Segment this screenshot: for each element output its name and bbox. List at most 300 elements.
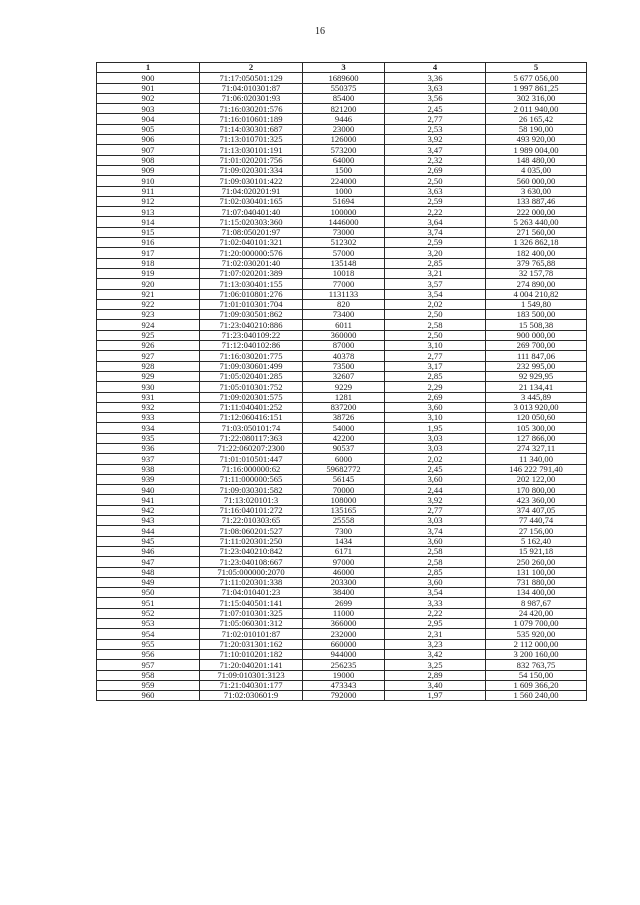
amount-cell: 15 508,38 [486,320,587,330]
table-row [97,145,587,155]
row-number-cell: 923 [97,310,200,320]
area-cell: 46000 [303,567,385,577]
cadastral-number-cell: 71:16:000000:62 [200,464,303,474]
amount-cell: 32 157,78 [486,268,587,278]
table-row [97,382,587,392]
table-row [97,279,587,289]
rate-cell: 3,40 [385,680,486,690]
area-cell: 108000 [303,495,385,505]
cadastral-number-cell: 71:16:040101:272 [200,505,303,515]
table-row [97,691,587,701]
table-row [97,413,587,423]
amount-cell: 535 920,00 [486,629,587,639]
amount-cell: 77 440,74 [486,516,587,526]
table-row [97,443,587,453]
area-cell: 25558 [303,516,385,526]
cadastral-number-cell: 71:21:040301:177 [200,680,303,690]
area-cell: 73500 [303,361,385,371]
cadastral-number-cell: 71:09:020301:575 [200,392,303,402]
cadastral-number-cell: 71:11:020301:250 [200,536,303,546]
rate-cell: 3,03 [385,443,486,453]
row-number-cell: 913 [97,207,200,217]
rate-cell: 3,36 [385,73,486,83]
rate-cell: 2,85 [385,567,486,577]
area-cell: 64000 [303,155,385,165]
row-number-cell: 917 [97,248,200,258]
row-number-cell: 928 [97,361,200,371]
row-number-cell: 925 [97,330,200,340]
area-cell: 51694 [303,196,385,206]
row-number-cell: 911 [97,186,200,196]
row-number-cell: 936 [97,443,200,453]
table-row [97,320,587,330]
area-cell: 9229 [303,382,385,392]
area-cell: 660000 [303,639,385,649]
cadastral-number-cell: 71:04:010301:87 [200,83,303,93]
data-table [96,62,587,701]
column-header-3: 3 [303,63,385,73]
table-row [97,433,587,443]
row-number-cell: 922 [97,299,200,309]
table-row [97,588,587,598]
amount-cell: 4 004 210,82 [486,289,587,299]
rate-cell: 3,92 [385,495,486,505]
rate-cell: 1,97 [385,691,486,701]
row-number-cell: 950 [97,588,200,598]
cadastral-number-cell: 71:13:030101:191 [200,145,303,155]
cadastral-number-cell: 71:07:020201:389 [200,268,303,278]
amount-cell: 379 765,88 [486,258,587,268]
amount-cell: 58 190,00 [486,124,587,134]
cadastral-number-cell: 71:20:040201:141 [200,660,303,670]
rate-cell: 3,56 [385,93,486,103]
amount-cell: 170 800,00 [486,485,587,495]
row-number-cell: 910 [97,176,200,186]
row-number-cell: 935 [97,433,200,443]
rate-cell: 2,31 [385,629,486,639]
rate-cell: 2,89 [385,670,486,680]
rate-cell: 3,25 [385,660,486,670]
table-row [97,83,587,93]
row-number-cell: 901 [97,83,200,93]
rate-cell: 3,42 [385,649,486,659]
area-cell: 126000 [303,135,385,145]
amount-cell: 27 156,00 [486,526,587,536]
cadastral-number-cell: 71:03:050101:74 [200,423,303,433]
column-header-1: 1 [97,63,200,73]
cadastral-number-cell: 71:15:020303:360 [200,217,303,227]
cadastral-number-cell: 71:09:030101:422 [200,176,303,186]
area-cell: 473343 [303,680,385,690]
rate-cell: 2,77 [385,505,486,515]
table-row [97,639,587,649]
cadastral-number-cell: 71:11:000000:565 [200,474,303,484]
area-cell: 232000 [303,629,385,639]
amount-cell: 274 890,00 [486,279,587,289]
table-row [97,361,587,371]
rate-cell: 2,95 [385,619,486,629]
area-cell: 821200 [303,104,385,114]
area-cell: 366000 [303,619,385,629]
table-row [97,248,587,258]
area-cell: 42200 [303,433,385,443]
amount-cell: 146 222 791,40 [486,464,587,474]
rate-cell: 2,69 [385,165,486,175]
rate-cell: 3,20 [385,248,486,258]
rate-cell: 2,50 [385,176,486,186]
amount-cell: 11 340,00 [486,454,587,464]
amount-cell: 271 560,00 [486,227,587,237]
column-header-4: 4 [385,63,486,73]
row-number-cell: 959 [97,680,200,690]
table-row [97,238,587,248]
area-cell: 19000 [303,670,385,680]
cadastral-number-cell: 71:15:040501:141 [200,598,303,608]
table-row [97,392,587,402]
row-number-cell: 920 [97,279,200,289]
rate-cell: 2,77 [385,351,486,361]
cadastral-number-cell: 71:13:010701:325 [200,135,303,145]
area-cell: 1500 [303,165,385,175]
table-row [97,227,587,237]
amount-cell: 900 000,00 [486,330,587,340]
table-row [97,73,587,83]
area-cell: 1689600 [303,73,385,83]
amount-cell: 222 000,00 [486,207,587,217]
cadastral-number-cell: 71:09:020301:334 [200,165,303,175]
table-row [97,598,587,608]
column-header-5: 5 [486,63,587,73]
row-number-cell: 916 [97,238,200,248]
rate-cell: 3,47 [385,145,486,155]
cadastral-number-cell: 71:05:010301:752 [200,382,303,392]
rate-cell: 3,23 [385,639,486,649]
rate-cell: 3,64 [385,217,486,227]
rate-cell: 2,85 [385,258,486,268]
cadastral-number-cell: 71:08:060201:527 [200,526,303,536]
area-cell: 512302 [303,238,385,248]
rate-cell: 3,60 [385,536,486,546]
area-cell: 2699 [303,598,385,608]
rate-cell: 2,58 [385,546,486,556]
rate-cell: 2,22 [385,608,486,618]
row-number-cell: 908 [97,155,200,165]
cadastral-number-cell: 71:20:000000:576 [200,248,303,258]
rate-cell: 2,44 [385,485,486,495]
area-cell: 59682772 [303,464,385,474]
table-row [97,176,587,186]
cadastral-number-cell: 71:11:020301:338 [200,577,303,587]
row-number-cell: 948 [97,567,200,577]
table-row [97,114,587,124]
amount-cell: 1 560 240,00 [486,691,587,701]
area-cell: 90537 [303,443,385,453]
table-row [97,670,587,680]
cadastral-number-cell: 71:07:010301:325 [200,608,303,618]
row-number-cell: 946 [97,546,200,556]
row-number-cell: 912 [97,196,200,206]
rate-cell: 2,50 [385,310,486,320]
rate-cell: 2,22 [385,207,486,217]
row-number-cell: 943 [97,516,200,526]
rate-cell: 3,10 [385,341,486,351]
amount-cell: 21 134,41 [486,382,587,392]
rate-cell: 3,74 [385,526,486,536]
rate-cell: 3,63 [385,186,486,196]
amount-cell: 302 316,00 [486,93,587,103]
cadastral-number-cell: 71:13:030401:155 [200,279,303,289]
table-row [97,557,587,567]
amount-cell: 731 880,00 [486,577,587,587]
table-row [97,608,587,618]
area-cell: 837200 [303,402,385,412]
area-cell: 85400 [303,93,385,103]
rate-cell: 2,58 [385,557,486,567]
rate-cell: 2,32 [385,155,486,165]
table-row [97,341,587,351]
area-cell: 6171 [303,546,385,556]
rate-cell: 2,69 [385,392,486,402]
table-row [97,526,587,536]
amount-cell: 120 050,60 [486,413,587,423]
row-number-cell: 960 [97,691,200,701]
amount-cell: 127 866,00 [486,433,587,443]
amount-cell: 269 700,00 [486,341,587,351]
cadastral-number-cell: 71:09:030501:862 [200,310,303,320]
row-number-cell: 924 [97,320,200,330]
area-cell: 573200 [303,145,385,155]
row-number-cell: 902 [97,93,200,103]
row-number-cell: 956 [97,649,200,659]
amount-cell: 182 400,00 [486,248,587,258]
table-row [97,135,587,145]
table-row [97,536,587,546]
cadastral-number-cell: 71:23:040109:22 [200,330,303,340]
row-number-cell: 905 [97,124,200,134]
cadastral-number-cell: 71:09:030601:499 [200,361,303,371]
area-cell: 820 [303,299,385,309]
rate-cell: 3,60 [385,474,486,484]
amount-cell: 133 887,46 [486,196,587,206]
row-number-cell: 957 [97,660,200,670]
table-row [97,567,587,577]
row-number-cell: 941 [97,495,200,505]
amount-cell: 105 300,00 [486,423,587,433]
area-cell: 135148 [303,258,385,268]
area-cell: 1434 [303,536,385,546]
rate-cell: 2,45 [385,104,486,114]
cadastral-number-cell: 71:23:040210:886 [200,320,303,330]
cadastral-number-cell: 71:04:010401:23 [200,588,303,598]
area-cell: 38726 [303,413,385,423]
row-number-cell: 938 [97,464,200,474]
table-row [97,217,587,227]
row-number-cell: 909 [97,165,200,175]
cadastral-number-cell: 71:22:080117:363 [200,433,303,443]
page-number: 16 [315,26,325,37]
row-number-cell: 915 [97,227,200,237]
table-row [97,104,587,114]
cadastral-number-cell: 71:06:010801:276 [200,289,303,299]
rate-cell: 3,60 [385,402,486,412]
amount-cell: 832 763,75 [486,660,587,670]
row-number-cell: 947 [97,557,200,567]
area-cell: 70000 [303,485,385,495]
amount-cell: 2 112 000,00 [486,639,587,649]
area-cell: 57000 [303,248,385,258]
area-cell: 73000 [303,227,385,237]
rate-cell: 3,54 [385,289,486,299]
rate-cell: 2,77 [385,114,486,124]
cadastral-number-cell: 71:08:050201:97 [200,227,303,237]
cadastral-number-cell: 71:12:040102:86 [200,341,303,351]
cadastral-number-cell: 71:06:020301:93 [200,93,303,103]
row-number-cell: 934 [97,423,200,433]
amount-cell: 232 995,00 [486,361,587,371]
amount-cell: 134 400,00 [486,588,587,598]
area-cell: 1131133 [303,289,385,299]
table-row [97,505,587,515]
table-row [97,680,587,690]
rate-cell: 3,92 [385,135,486,145]
rate-cell: 2,29 [385,382,486,392]
area-cell: 944000 [303,649,385,659]
area-cell: 10018 [303,268,385,278]
rate-cell: 2,45 [385,464,486,474]
row-number-cell: 918 [97,258,200,268]
cadastral-number-cell: 71:13:020101:3 [200,495,303,505]
cadastral-number-cell: 71:05:000000:2070 [200,567,303,577]
rate-cell: 3,33 [385,598,486,608]
amount-cell: 1 079 700,00 [486,619,587,629]
table-row [97,454,587,464]
table-row [97,464,587,474]
rate-cell: 3,54 [385,588,486,598]
row-number-cell: 933 [97,413,200,423]
table-row [97,196,587,206]
row-number-cell: 955 [97,639,200,649]
table-row [97,495,587,505]
area-cell: 40378 [303,351,385,361]
cadastral-number-cell: 71:01:010501:447 [200,454,303,464]
cadastral-number-cell: 71:07:040401:40 [200,207,303,217]
amount-cell: 111 847,06 [486,351,587,361]
row-number-cell: 944 [97,526,200,536]
amount-cell: 26 165,42 [486,114,587,124]
area-cell: 256235 [303,660,385,670]
area-cell: 6011 [303,320,385,330]
area-cell: 135165 [303,505,385,515]
cadastral-number-cell: 71:22:060207:2300 [200,443,303,453]
amount-cell: 1 549,80 [486,299,587,309]
cadastral-number-cell: 71:14:030301:687 [200,124,303,134]
area-cell: 73400 [303,310,385,320]
rate-cell: 2,53 [385,124,486,134]
amount-cell: 250 260,00 [486,557,587,567]
cadastral-number-cell: 71:09:030301:582 [200,485,303,495]
amount-cell: 423 360,00 [486,495,587,505]
cadastral-number-cell: 71:11:040401:252 [200,402,303,412]
cadastral-number-cell: 71:05:060301:312 [200,619,303,629]
table-row [97,619,587,629]
area-cell: 1000 [303,186,385,196]
table-row [97,268,587,278]
area-cell: 224000 [303,176,385,186]
amount-cell: 5 263 440,00 [486,217,587,227]
amount-cell: 15 921,18 [486,546,587,556]
rate-cell: 3,03 [385,516,486,526]
amount-cell: 5 162,40 [486,536,587,546]
table-row [97,577,587,587]
cadastral-number-cell: 71:23:040210:842 [200,546,303,556]
row-number-cell: 929 [97,371,200,381]
amount-cell: 148 480,00 [486,155,587,165]
table-header [97,63,587,73]
row-number-cell: 951 [97,598,200,608]
rate-cell: 3,03 [385,433,486,443]
table-row [97,546,587,556]
row-number-cell: 907 [97,145,200,155]
table-row [97,629,587,639]
row-number-cell: 942 [97,505,200,515]
cadastral-number-cell: 71:16:010601:189 [200,114,303,124]
table-row [97,351,587,361]
row-number-cell: 953 [97,619,200,629]
cadastral-number-cell: 71:22:010303:65 [200,516,303,526]
row-number-cell: 940 [97,485,200,495]
cadastral-number-cell: 71:02:040101:321 [200,238,303,248]
amount-cell: 560 000,00 [486,176,587,186]
amount-cell: 1 326 862,18 [486,238,587,248]
table-row [97,330,587,340]
area-cell: 7300 [303,526,385,536]
amount-cell: 493 920,00 [486,135,587,145]
table-row [97,485,587,495]
table-row [97,310,587,320]
cadastral-number-cell: 71:09:010301:3123 [200,670,303,680]
area-cell: 100000 [303,207,385,217]
rate-cell: 2,59 [385,196,486,206]
amount-cell: 1 609 366,20 [486,680,587,690]
row-number-cell: 954 [97,629,200,639]
rate-cell: 1,95 [385,423,486,433]
cadastral-number-cell: 71:10:010201:182 [200,649,303,659]
rate-cell: 3,17 [385,361,486,371]
rate-cell: 3,74 [385,227,486,237]
row-number-cell: 900 [97,73,200,83]
table-row [97,402,587,412]
cadastral-number-cell: 71:23:040108:667 [200,557,303,567]
area-cell: 792000 [303,691,385,701]
row-number-cell: 931 [97,392,200,402]
amount-cell: 4 035,00 [486,165,587,175]
table-row [97,649,587,659]
area-cell: 360000 [303,330,385,340]
area-cell: 77000 [303,279,385,289]
cadastral-number-cell: 71:16:030201:775 [200,351,303,361]
table-row [97,186,587,196]
amount-cell: 2 011 940,00 [486,104,587,114]
area-cell: 203300 [303,577,385,587]
area-cell: 1446000 [303,217,385,227]
rate-cell: 3,60 [385,577,486,587]
row-number-cell: 930 [97,382,200,392]
area-cell: 32607 [303,371,385,381]
table-row [97,474,587,484]
rate-cell: 3,63 [385,83,486,93]
amount-cell: 54 150,00 [486,670,587,680]
cadastral-number-cell: 71:20:031301:162 [200,639,303,649]
